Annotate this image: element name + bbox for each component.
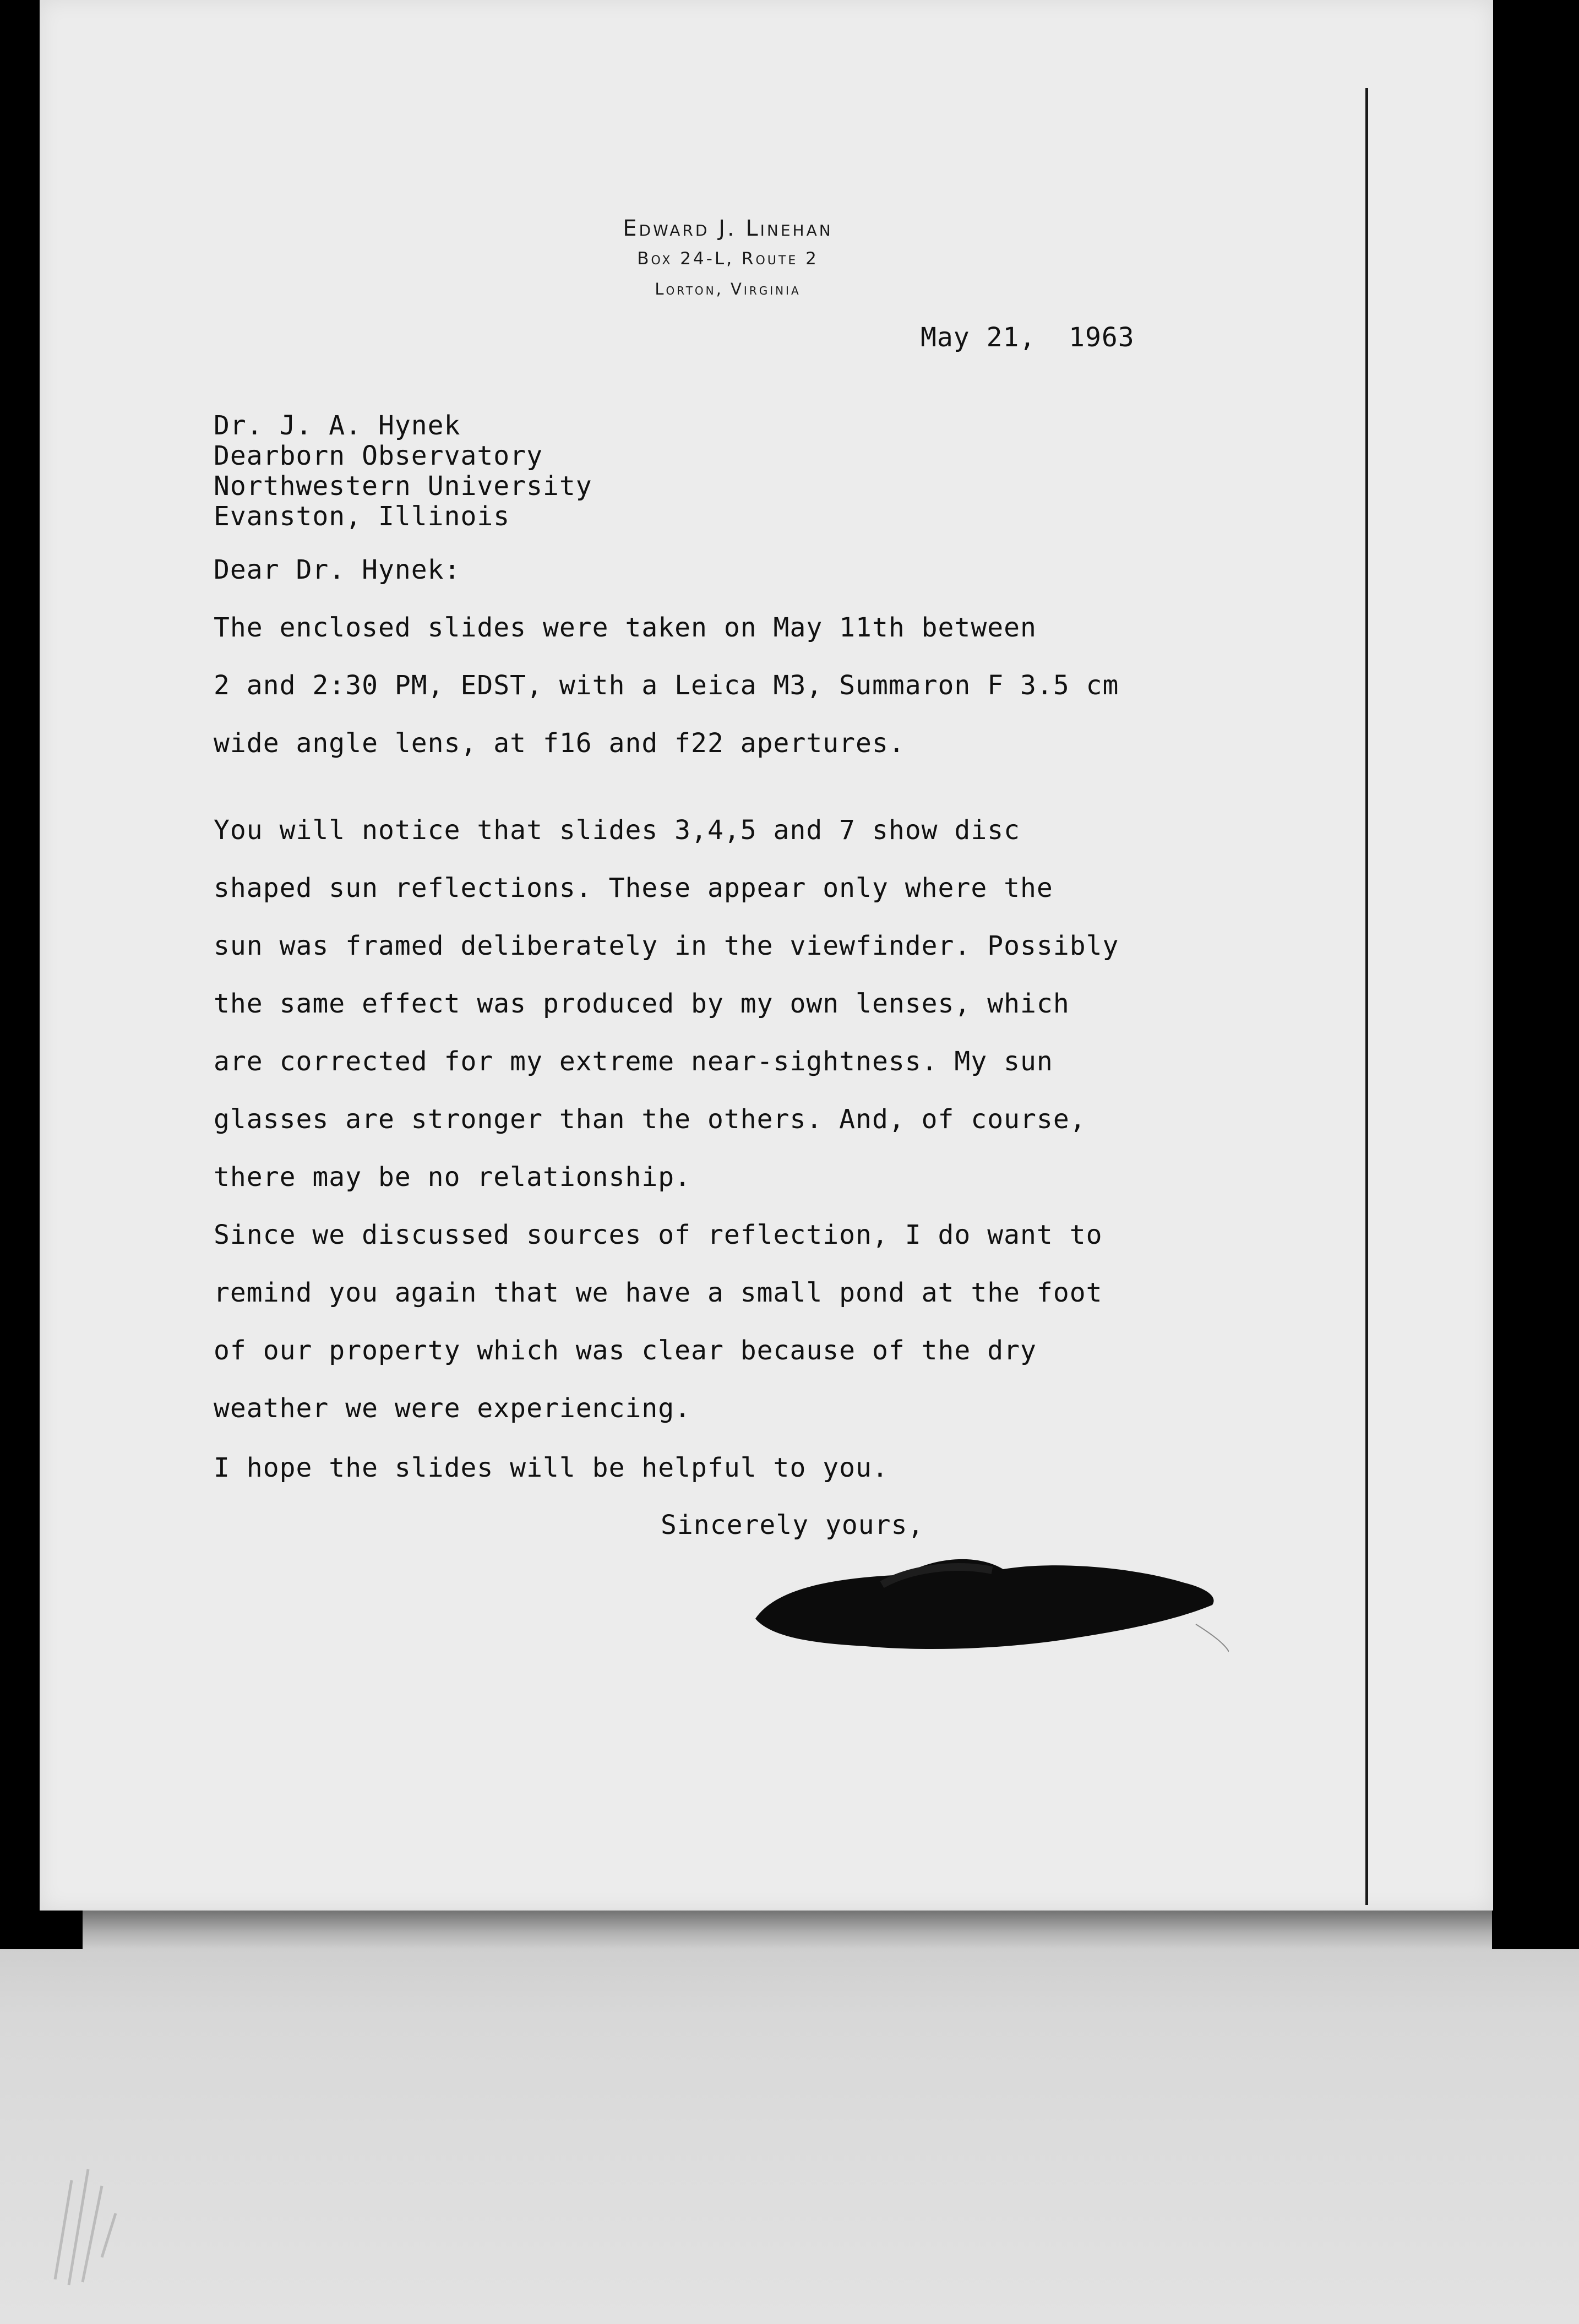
closing: Sincerely yours, <box>661 1510 924 1541</box>
body-line: of our property which was clear because of the dry <box>214 1335 1037 1366</box>
redacted-signature <box>744 1536 1229 1663</box>
page-fold-line <box>1365 88 1368 1905</box>
letter-date: May 21, 1963 <box>921 322 1135 353</box>
body-line: You will notice that slides 3,4,5 and 7 show disc <box>214 815 1021 846</box>
scan-shadow <box>83 1908 1492 1949</box>
body-line: wide angle lens, at f16 and f22 apertures. <box>214 728 905 759</box>
body-line: shaped sun reflections. These appear only where the <box>214 873 1053 904</box>
recipient-institution: Dearborn Observatory <box>214 440 543 471</box>
salutation: Dear Dr. Hynek: <box>214 554 461 585</box>
letterhead-city: Lorton, Virginia <box>655 280 801 298</box>
body-line: 2 and 2:30 PM, EDST, with a Leica M3, Summaron F 3.5 cm <box>214 670 1119 701</box>
body-line: weather we were experiencing. <box>214 1393 692 1424</box>
recipient-city: Evanston, Illinois <box>214 501 510 532</box>
margin-scribble <box>50 2147 127 2290</box>
recipient-name: Dr. J. A. Hynek <box>214 410 461 441</box>
body-line: The enclosed slides were taken on May 11th between <box>214 612 1037 643</box>
scan-background <box>0 1949 1579 2324</box>
body-line: glasses are stronger than the others. And, of course, <box>214 1104 1086 1135</box>
body-line: Since we discussed sources of reflection, I do want to <box>214 1220 1103 1250</box>
body-line: there may be no relationship. <box>214 1162 692 1193</box>
body-line: are corrected for my extreme near-sightness. My sun <box>214 1046 1053 1077</box>
recipient-university: Northwestern University <box>214 471 592 502</box>
body-line: I hope the slides will be helpful to you. <box>214 1452 889 1483</box>
letter-page <box>40 0 1493 1911</box>
body-line: the same effect was produced by my own lenses, which <box>214 988 1070 1019</box>
body-line: sun was framed deliberately in the viewfinder. Possibly <box>214 930 1119 961</box>
body-line: remind you again that we have a small pond at the foot <box>214 1277 1103 1308</box>
letterhead-address: Box 24-L, Route 2 <box>637 249 819 269</box>
letterhead-name: Edward J. Linehan <box>623 216 833 241</box>
